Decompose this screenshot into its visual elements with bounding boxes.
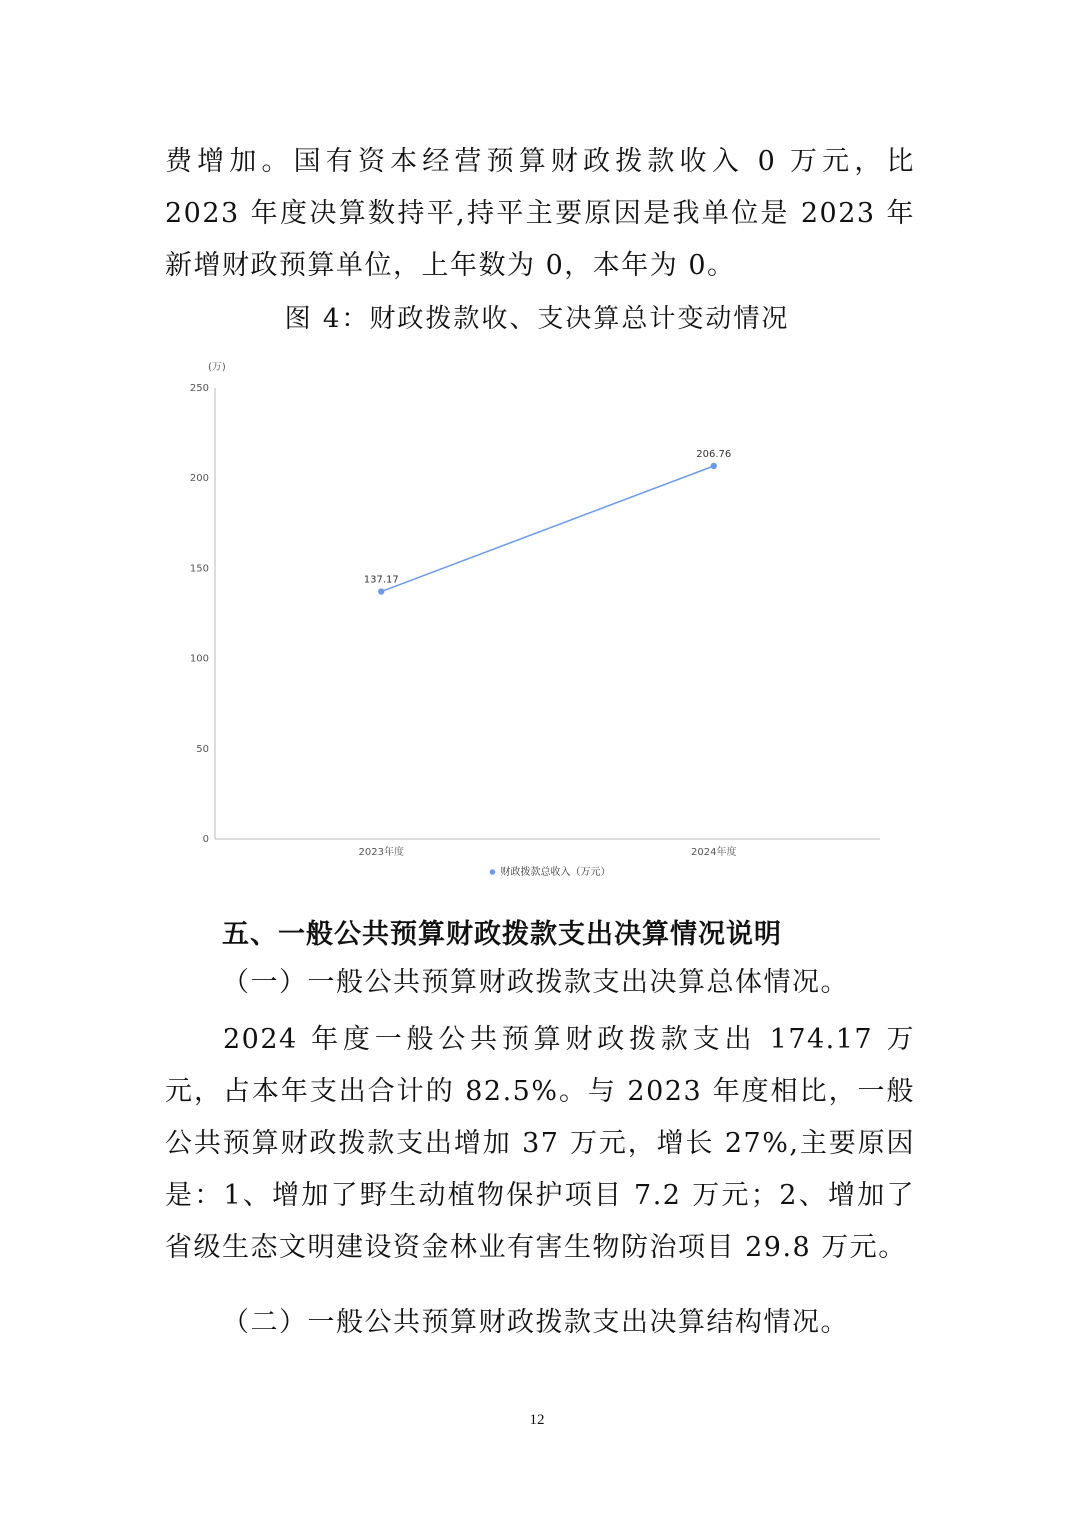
y-tick-label: 250 [189, 383, 209, 394]
y-tick-label: 150 [189, 563, 209, 575]
series-group [364, 449, 732, 595]
subsection-heading-1: （一）一般公共预算财政拨款支出决算总体情况。 [222, 967, 849, 998]
y-ticks [190, 383, 209, 845]
legend-marker [490, 869, 496, 875]
x-ticks [359, 845, 737, 858]
data-label: 137.17 [363, 574, 399, 586]
section-heading: 五、一般公共预算财政拨款支出决算情况说明 [222, 919, 782, 950]
series-line [381, 466, 714, 592]
data-label: 206.76 [696, 449, 732, 461]
subsection-heading-2: （二）一般公共预算财政拨款支出决算结构情况。 [222, 1307, 849, 1338]
y-tick-label: 0 [202, 834, 209, 845]
y-axis-unit-label: (万) [208, 362, 226, 373]
legend-label: 财政拨款总收入（万元） [500, 867, 611, 878]
data-point [378, 588, 384, 594]
chart-legend [490, 865, 611, 878]
y-tick-label: 100 [189, 653, 209, 665]
paragraph-continued: 费增加。国有资本经营预算财政拨款收入 0 万元，比 2023 年度决算数持平,持平主要原因是我单位是 2023 年新增财政预算单位，上年数为 0，本年为 0。 [165, 146, 915, 281]
figure-caption: 图 4：财政拨款收、支决算总计变动情况 [284, 304, 790, 334]
x-tick-label: 2023年度 [358, 847, 404, 858]
page-number: 12 [529, 1412, 545, 1428]
x-tick-label: 2024年度 [691, 847, 737, 858]
y-tick-label: 50 [196, 743, 209, 755]
data-point [711, 463, 717, 469]
subsection-paragraph-1: 2024 年度一般公共预算财政拨款支出 174.17 万元，占本年支出合计的 82.5%。与 2023 年度相比，一般公共预算财政拨款支出增加 37 万元，增长 27%,主要原因是：1、增加了野生动植物保护项目 7.2 万元；2、增加了省级生态文明建设资金林业有害生物防治项目 29.8 万元。 [165, 1024, 915, 1263]
line-chart [160, 350, 890, 890]
y-tick-label: 200 [189, 473, 209, 485]
